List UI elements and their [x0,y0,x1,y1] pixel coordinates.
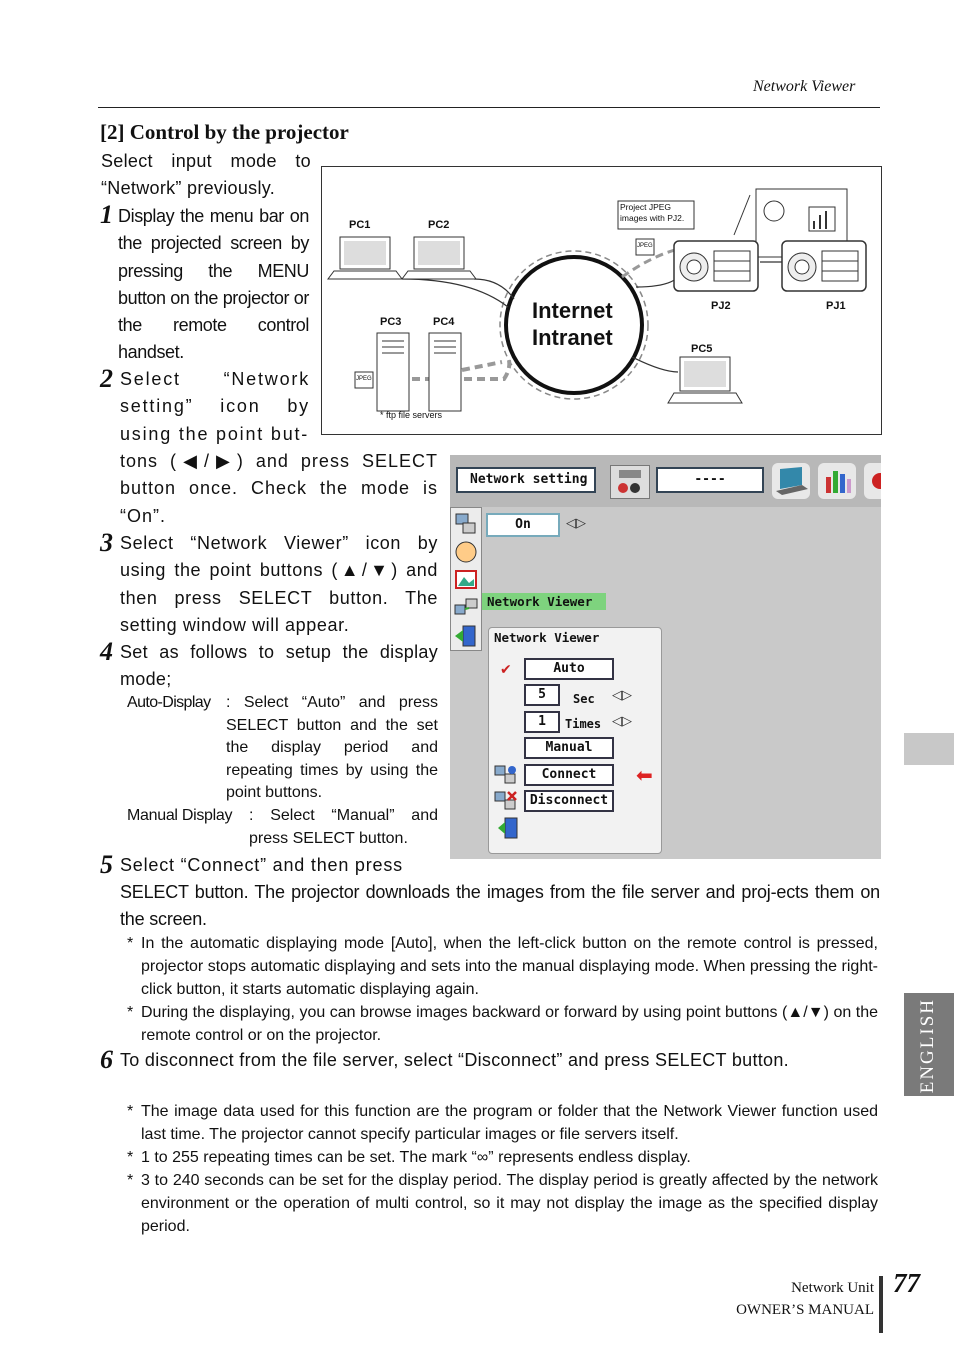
disconnect-button[interactable]: Disconnect [524,790,614,812]
step-3-text: Select “Network Viewer” icon by using the point buttons (▲/▼) and then press SELECT button. The setting window will appear. [120,533,438,635]
check-icon: ✔ [500,661,512,677]
note-display-period: 3 to 240 seconds can be set for the display period. The display period is greatly affected by the network environment or the operation of multi control, so it may not display the image as the specified display period. [141,1172,878,1235]
pj2-label: PJ2 [711,300,731,312]
note-repeat-times: 1 to 255 repeating times can be set. The mark “∞” represents endless display. [141,1149,691,1166]
network-setting-icon[interactable] [453,511,479,537]
ftp-note: * ftp file servers [380,410,443,420]
image-icon[interactable] [453,567,479,593]
running-header: Network Viewer [753,78,856,95]
selection-arrow-icon: ⬅ [636,765,653,787]
face-icon[interactable] [453,539,479,565]
step-number-2: 2 [100,364,113,393]
sec-label: Sec [573,692,595,706]
exit-door-icon[interactable] [453,623,479,649]
disconnect-icon [494,790,518,817]
pc4-server-icon [429,333,461,411]
footer-line1: Network Unit [791,1280,874,1296]
step-5-text-a: Select “Connect” and then press [120,855,403,875]
pc3-label: PC3 [380,316,402,328]
note-asterisk: * [127,1172,134,1189]
footer-line2: OWNER’S MANUAL [736,1302,874,1318]
connector-icon [611,466,649,498]
times-field[interactable]: 1 [524,711,560,733]
step-5-text-b: SELECT button. The projector downloads the images from the file server and proj-ects them on the screen. [120,882,880,930]
input-select-icon[interactable] [610,465,650,499]
connect-button[interactable]: Connect [524,764,614,786]
step-6-text: To disconnect from the file server, select “Disconnect” and press SELECT button. [120,1050,789,1070]
chart-icon[interactable] [818,463,856,499]
note-asterisk: * [127,1103,134,1120]
auto-button[interactable]: Auto [524,658,614,680]
projector-menu-screenshot [450,455,881,859]
pj2-projector-icon [674,241,758,291]
note-browse: During the displaying, you can browse images backward or forward by using point buttons (▲/▼) on the remote control or on the projector. [141,1004,878,1044]
note-image-data: The image data used for this function are the program or folder that the Network Viewer function used last time. The projector cannot specify particular images or file servers itself. [141,1103,878,1143]
extra-icon[interactable] [864,463,881,499]
pc4-label: PC4 [433,316,455,328]
sec-arrows-icon[interactable]: ◁▷ [612,687,632,702]
section-title: [2] Control by the projector [100,120,349,144]
step-2-text-a: Select “Network setting” icon by using the point but- [120,369,310,444]
side-gray-tab [904,733,954,765]
mode-on-field[interactable]: On [486,513,560,537]
callout-text: Project JPEG images with PJ2. [620,202,685,223]
pc1-laptop-icon [328,237,402,279]
pc2-laptop-icon [402,237,476,279]
manual-display-text: : Select “Manual” and press SELECT button. [249,807,438,847]
jpeg-label: JPEG [637,243,653,249]
step-1-text: Display the menu bar on the projected screen by pressing the MENU button on the projector or the remote control handset. [118,206,309,363]
pc5-label: PC5 [691,343,713,355]
exit-icon[interactable] [497,816,519,845]
step-number-6: 6 [100,1045,113,1074]
language-tab [904,993,954,1096]
left-right-arrows-icon[interactable]: ◁▷ [566,515,586,530]
step-number-1: 1 [100,200,113,229]
pc2-label: PC2 [428,219,450,231]
jpeg-label-pc3: JPEG [356,376,372,382]
language-tab-label: ENGLISH [917,998,938,1094]
auto-display-text: : Select “Auto” and press SELECT button and the set the display period and repeating times by using the point buttons. [226,694,438,802]
intro-text: Select input mode to “Network” previously. [101,151,311,199]
manual-display-label: Manual Display [127,807,233,824]
pc5-laptop-icon [668,357,742,403]
times-arrows-icon[interactable]: ◁▷ [612,713,632,728]
window-title: Network Viewer [494,630,600,645]
seconds-field[interactable]: 5 [524,684,560,706]
header-rule [98,107,880,108]
note-asterisk: * [127,1004,134,1021]
menu-title-box[interactable]: Network setting [456,467,596,493]
note-asterisk: * [127,935,134,952]
times-label: Times [565,717,602,731]
pc3-server-icon [355,333,409,411]
pj1-label: PJ1 [826,300,846,312]
auto-display-label: Auto-Display [127,694,211,711]
step-4-text: Set as follows to setup the display mode; [120,642,438,690]
note-auto-mode: In the automatic displaying mode [Auto], when the left-click button on the remote control is pressed, projector stops automatic displaying and sets into the manual displaying mode. When pressing the right-click button, it starts automatic displaying again. [141,935,878,998]
step-number-4: 4 [100,637,113,666]
network-viewer-icon[interactable] [453,595,479,621]
pc1-label: PC1 [349,219,371,231]
manual-button[interactable]: Manual [524,737,614,759]
network-viewer-highlight[interactable]: Network Viewer [482,593,606,610]
footer-rule [879,1276,883,1333]
step-number-3: 3 [100,528,113,557]
connect-icon [494,764,518,791]
network-label-internet: Internet [532,298,613,323]
network-label-intranet: Intranet [532,325,613,350]
page-number: 77 [893,1268,920,1298]
step-number-5: 5 [100,850,113,879]
dashes-box[interactable]: ---- [656,467,764,493]
pj1-projector-icon [782,241,866,291]
laptop-icon[interactable] [772,463,810,499]
network-diagram [321,166,882,435]
step-2-text-b: tons (◀/▶) and press SELECT button once. Check the mode is “On”. [120,451,438,526]
note-asterisk: * [127,1149,134,1166]
